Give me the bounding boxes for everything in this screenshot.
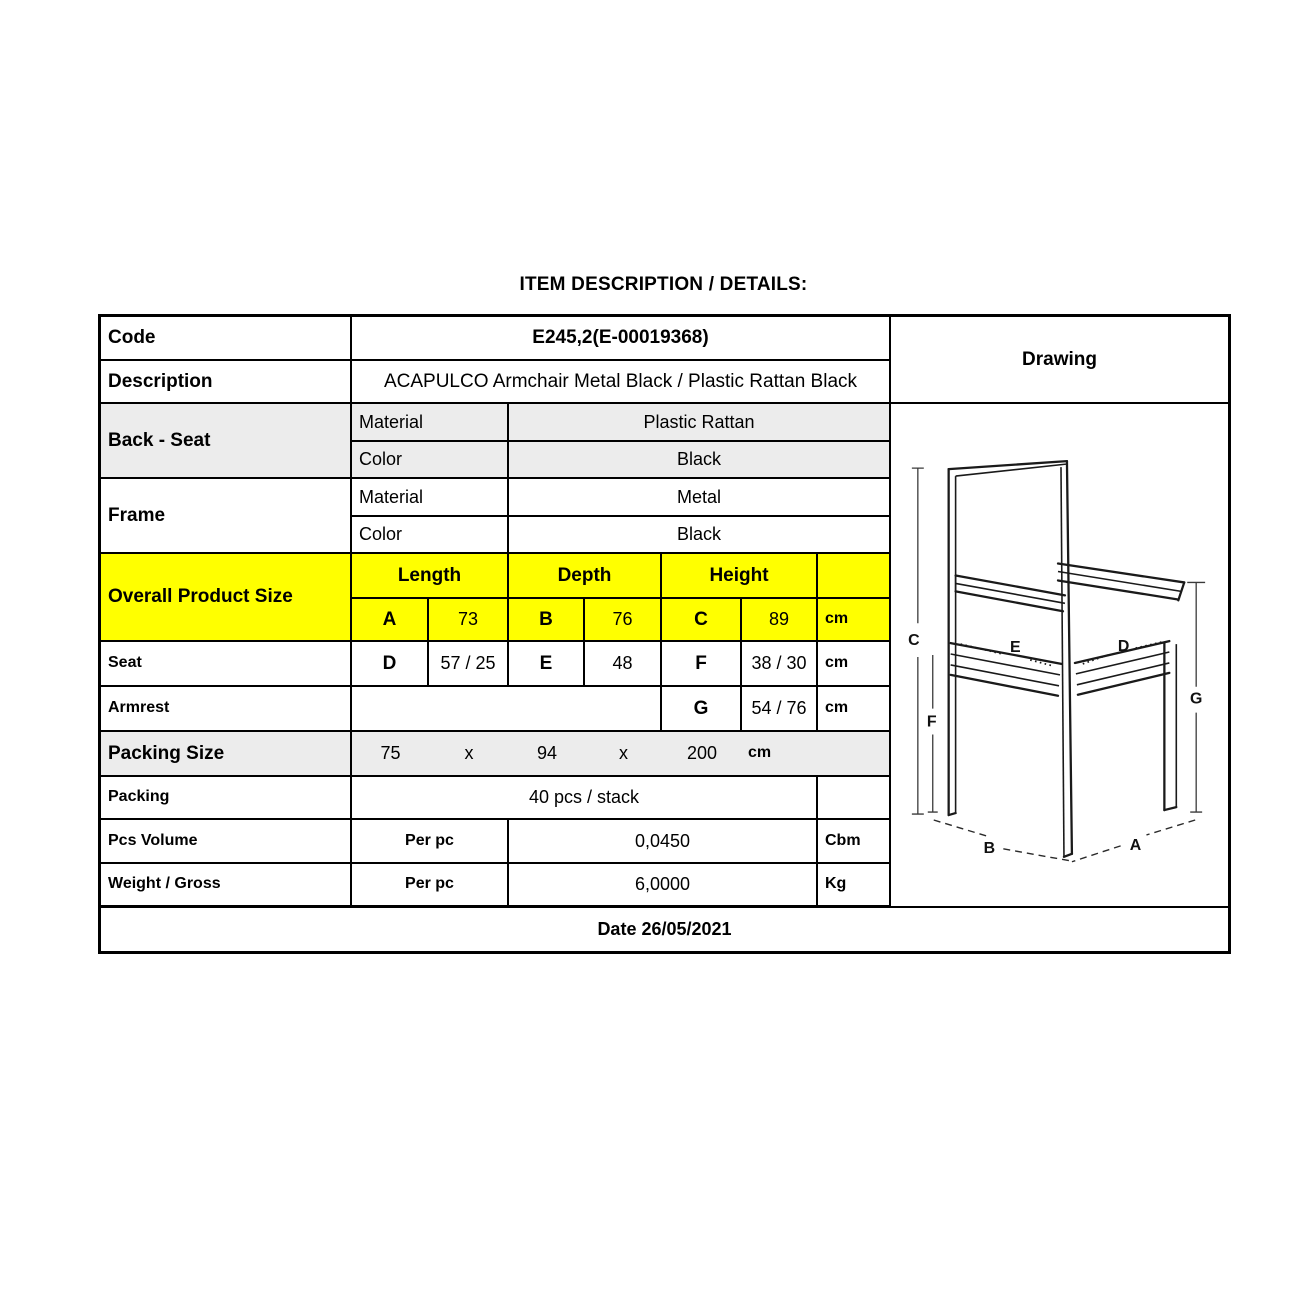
dim-e-key: E (509, 642, 585, 687)
dim-line-a (1072, 820, 1195, 862)
packing-size-length: 75 (380, 743, 401, 764)
dim-c-key: C (662, 599, 742, 642)
drawing-header: Drawing (891, 317, 1228, 404)
dim-line-b (934, 820, 1070, 861)
depth-header: Depth (509, 554, 662, 599)
page-title: ITEM DESCRIPTION / DETAILS: (519, 274, 808, 295)
weight-gross-unit: Kg (818, 864, 891, 908)
packing-size-values (352, 732, 891, 777)
packing-value: 40 pcs / stack (352, 777, 818, 820)
dim-g-value: 54 / 76 (742, 687, 818, 732)
dim-d-key: D (352, 642, 429, 687)
pcs-volume-label: Pcs Volume (101, 820, 352, 864)
dim-c-value: 89 (742, 599, 818, 642)
drawing-cell (891, 404, 1228, 908)
dim-line-c (908, 468, 924, 814)
date-row: Date 26/05/2021 (101, 908, 1228, 951)
height-header: Height (662, 554, 818, 599)
packing-size-unit: cm (748, 744, 772, 762)
back-seat-material-label: Material (352, 404, 509, 442)
frame-material-label: Material (352, 479, 509, 517)
dim-label-a: A (1129, 836, 1142, 854)
pcs-volume-basis: Per pc (352, 820, 509, 864)
armrest-empty-cell (352, 687, 662, 732)
armrest-label: Armrest (101, 687, 352, 732)
dim-label-d: D (1117, 638, 1130, 656)
back-seat-label: Back - Seat (101, 404, 352, 479)
weight-gross-label: Weight / Gross (101, 864, 352, 908)
back-seat-color-value: Black (509, 442, 891, 479)
armrest-unit: cm (818, 687, 891, 732)
description-label: Description (101, 361, 352, 404)
size-header-empty-cell (818, 554, 891, 599)
dim-label-c: C (908, 632, 920, 650)
packing-empty-cell (818, 777, 891, 820)
pcs-volume-value: 0,0450 (509, 820, 818, 864)
frame-color-label: Color (352, 517, 509, 554)
dim-b-key: B (509, 599, 585, 642)
code-label: Code (101, 317, 352, 361)
packing-size-width: 94 (536, 743, 558, 764)
dim-b-value: 76 (585, 599, 662, 642)
dim-a-key: A (352, 599, 429, 642)
overall-size-unit: cm (818, 599, 891, 642)
packing-size-sep1: x (464, 743, 474, 764)
overall-size-label: Overall Product Size (101, 554, 352, 642)
back-seat-color-label: Color (352, 442, 509, 479)
packing-label: Packing (101, 777, 352, 820)
dim-d-value: 57 / 25 (429, 642, 509, 687)
seat-unit: cm (818, 642, 891, 687)
dim-line-g (1187, 582, 1205, 812)
back-seat-material-value: Plastic Rattan (509, 404, 891, 442)
dim-e-value: 48 (585, 642, 662, 687)
chair-backrest (949, 461, 1072, 857)
dim-a-value: 73 (429, 599, 509, 642)
dim-label-f: F (926, 713, 937, 731)
pcs-volume-unit: Cbm (818, 820, 891, 864)
frame-color-value: Black (509, 517, 891, 554)
chair-right-leg (1164, 643, 1176, 810)
dim-g-key: G (662, 687, 742, 732)
chair-left-armrest (956, 575, 1065, 611)
dim-f-key: F (662, 642, 742, 687)
frame-label: Frame (101, 479, 352, 554)
length-header: Length (352, 554, 509, 599)
dim-label-e: E (1009, 639, 1021, 657)
frame-material-value: Metal (509, 479, 891, 517)
weight-gross-value: 6,0000 (509, 864, 818, 908)
description-value: ACAPULCO Armchair Metal Black / Plastic Rattan Black (352, 361, 891, 404)
dim-f-value: 38 / 30 (742, 642, 818, 687)
packing-size-label: Packing Size (101, 732, 352, 777)
seat-label: Seat (101, 642, 352, 687)
packing-size-height: 200 (686, 743, 718, 764)
dim-label-g: G (1189, 690, 1203, 708)
dim-line-f (927, 655, 938, 812)
chair-seat-frame (951, 641, 1170, 696)
chair-drawing (891, 404, 1226, 906)
chair-seat-dotted-d (1080, 638, 1162, 665)
spec-table (98, 314, 1231, 954)
chair-right-armrest (1058, 564, 1184, 601)
packing-size-sep2: x (619, 743, 628, 764)
code-value: E245,2(E-00019368) (352, 317, 891, 361)
dim-label-b: B (983, 839, 996, 857)
weight-gross-basis: Per pc (352, 864, 509, 908)
